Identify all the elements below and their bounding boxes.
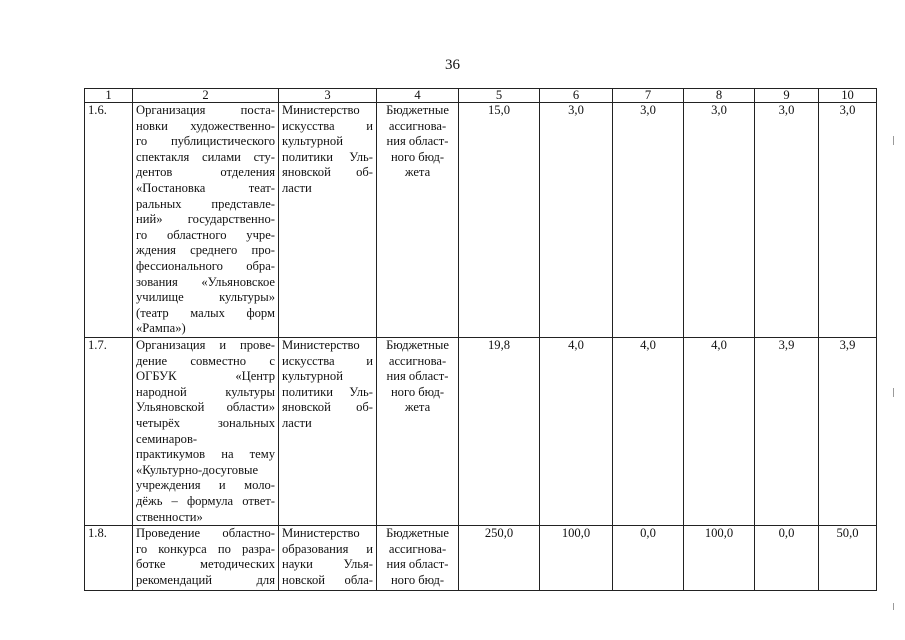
activity-name-line: учреждения и моло- xyxy=(136,478,275,493)
activity-name-cell xyxy=(133,338,279,526)
amount-cell: 15,0 xyxy=(459,103,540,338)
header-cell: 8 xyxy=(684,89,755,103)
activity-name-line: Проведение областно- xyxy=(136,526,275,541)
ministry-line: политики Уль- xyxy=(282,149,373,164)
activity-name-line: дёжь – формула ответ- xyxy=(136,493,275,508)
amount-cell: 3,0 xyxy=(684,103,755,338)
row-number-cell: 1.7. xyxy=(85,338,133,526)
activity-name-line: рекомендаций для xyxy=(136,572,275,587)
amount-cell: 250,0 xyxy=(459,526,540,591)
ministry-cell xyxy=(279,526,377,591)
row-number-cell: 1.8. xyxy=(85,526,133,591)
amount-cell: 0,0 xyxy=(613,526,684,591)
header-cell: 6 xyxy=(540,89,613,103)
header-cell: 4 xyxy=(377,89,459,103)
header-cell: 10 xyxy=(819,89,877,103)
activity-name-line: зования «Ульяновское xyxy=(136,274,275,289)
header-cell: 5 xyxy=(459,89,540,103)
activity-name-line: четырёх зональных xyxy=(136,415,275,430)
funding-source-line: Бюджетные xyxy=(386,103,449,117)
ministry-line: новской обла- xyxy=(282,572,373,587)
funding-source-line: жета xyxy=(404,165,431,180)
budget-table xyxy=(84,88,877,591)
funding-source-line: ассигнова- xyxy=(388,353,447,368)
ministry-line: ласти xyxy=(282,180,312,195)
activity-name-line: народной культуры xyxy=(136,384,275,399)
funding-source-cell xyxy=(377,526,459,591)
table-row xyxy=(85,103,877,338)
ministry-line: политики Уль- xyxy=(282,384,373,399)
amount-cell: 4,0 xyxy=(613,338,684,526)
amount-cell: 100,0 xyxy=(540,526,613,591)
amount-cell: 3,0 xyxy=(540,103,613,338)
ministry-line: искусства и xyxy=(282,353,373,368)
amount-cell: 4,0 xyxy=(540,338,613,526)
amount-cell: 100,0 xyxy=(684,526,755,591)
ministry-cell xyxy=(279,338,377,526)
ministry-line: культурной xyxy=(282,369,343,384)
scan-margin-mark xyxy=(893,603,894,610)
ministry-line: яновской об- xyxy=(282,165,373,180)
activity-name-line: дентов отделения xyxy=(136,165,275,180)
amount-cell: 3,9 xyxy=(755,338,819,526)
amount-cell: 3,0 xyxy=(613,103,684,338)
funding-source-line: ния област- xyxy=(386,134,449,149)
activity-name-line: фессионального обра- xyxy=(136,258,275,273)
header-cell: 2 xyxy=(133,89,279,103)
header-cell: 1 xyxy=(85,89,133,103)
header-cell: 3 xyxy=(279,89,377,103)
ministry-line: образования и xyxy=(282,541,373,556)
funding-source-line: Бюджетные xyxy=(386,526,449,541)
activity-name-line: ждения среднего про- xyxy=(136,243,275,258)
activity-name-line: практикумов на тему xyxy=(136,447,275,462)
ministry-line: яновской об- xyxy=(282,400,373,415)
table-header-row xyxy=(85,89,877,103)
ministry-line: науки Улья- xyxy=(282,557,373,572)
activity-name-line: Ульяновской области» xyxy=(136,400,275,415)
activity-name-line: спектакля силами сту- xyxy=(136,149,275,164)
activity-name-line: ботке методических xyxy=(136,557,275,572)
table-row xyxy=(85,526,877,591)
activity-name-cell xyxy=(133,526,279,591)
amount-cell: 3,0 xyxy=(755,103,819,338)
header-cell: 9 xyxy=(755,89,819,103)
amount-cell: 19,8 xyxy=(459,338,540,526)
activity-name-line: го публицистического xyxy=(136,134,275,149)
funding-source-cell xyxy=(377,103,459,338)
funding-source-line: ния област- xyxy=(386,369,449,384)
amount-cell: 4,0 xyxy=(684,338,755,526)
row-number-cell: 1.6. xyxy=(85,103,133,338)
activity-name-line: дение совместно с xyxy=(136,353,275,368)
amount-cell: 3,0 xyxy=(819,103,877,338)
ministry-line: культурной xyxy=(282,134,343,149)
ministry-line: Министерство xyxy=(282,103,360,117)
ministry-cell xyxy=(279,103,377,338)
funding-source-cell xyxy=(377,338,459,526)
page-number: 36 xyxy=(445,57,460,73)
ministry-line: Министерство xyxy=(282,338,360,352)
header-cell: 7 xyxy=(613,89,684,103)
ministry-line: Министерство xyxy=(282,526,360,541)
activity-name-line: ОГБУК «Центр xyxy=(136,369,275,384)
activity-name-line: ственности» xyxy=(136,509,203,524)
activity-name-line: Организация и прове- xyxy=(136,338,275,352)
funding-source-line: ного бюд- xyxy=(390,384,445,399)
activity-name-line: семинаров- xyxy=(136,431,198,446)
funding-source-line: ного бюд- xyxy=(390,149,445,164)
amount-cell: 3,9 xyxy=(819,338,877,526)
funding-source-line: ассигнова- xyxy=(388,541,447,556)
activity-name-line: ний» государственно- xyxy=(136,212,275,227)
activity-name-line: новки художественно- xyxy=(136,118,275,133)
activity-name-line: Организация поста- xyxy=(136,103,275,117)
scan-margin-mark xyxy=(893,388,894,397)
funding-source-line: ния област- xyxy=(386,557,449,572)
funding-source-line: Бюджетные xyxy=(386,338,449,352)
activity-name-line: училище культуры» xyxy=(136,290,275,305)
amount-cell: 0,0 xyxy=(755,526,819,591)
activity-name-line: ральных представле- xyxy=(136,196,275,211)
funding-source-line: жета xyxy=(404,400,431,415)
activity-name-line: «Культурно-досуговые xyxy=(136,462,259,477)
ministry-line: искусства и xyxy=(282,118,373,133)
amount-cell: 50,0 xyxy=(819,526,877,591)
table-row xyxy=(85,338,877,526)
activity-name-line: «Рампа») xyxy=(136,321,186,336)
funding-source-line: ассигнова- xyxy=(388,118,447,133)
activity-name-line: «Постановка теат- xyxy=(136,180,275,195)
scan-margin-mark xyxy=(893,136,894,145)
activity-name-line: (театр малых форм xyxy=(136,305,275,320)
activity-name-cell xyxy=(133,103,279,338)
ministry-line: ласти xyxy=(282,415,312,430)
activity-name-line: го областного учре- xyxy=(136,227,275,242)
activity-name-line: го конкурса по разра- xyxy=(136,541,275,556)
funding-source-line: ного бюд- xyxy=(390,572,445,587)
